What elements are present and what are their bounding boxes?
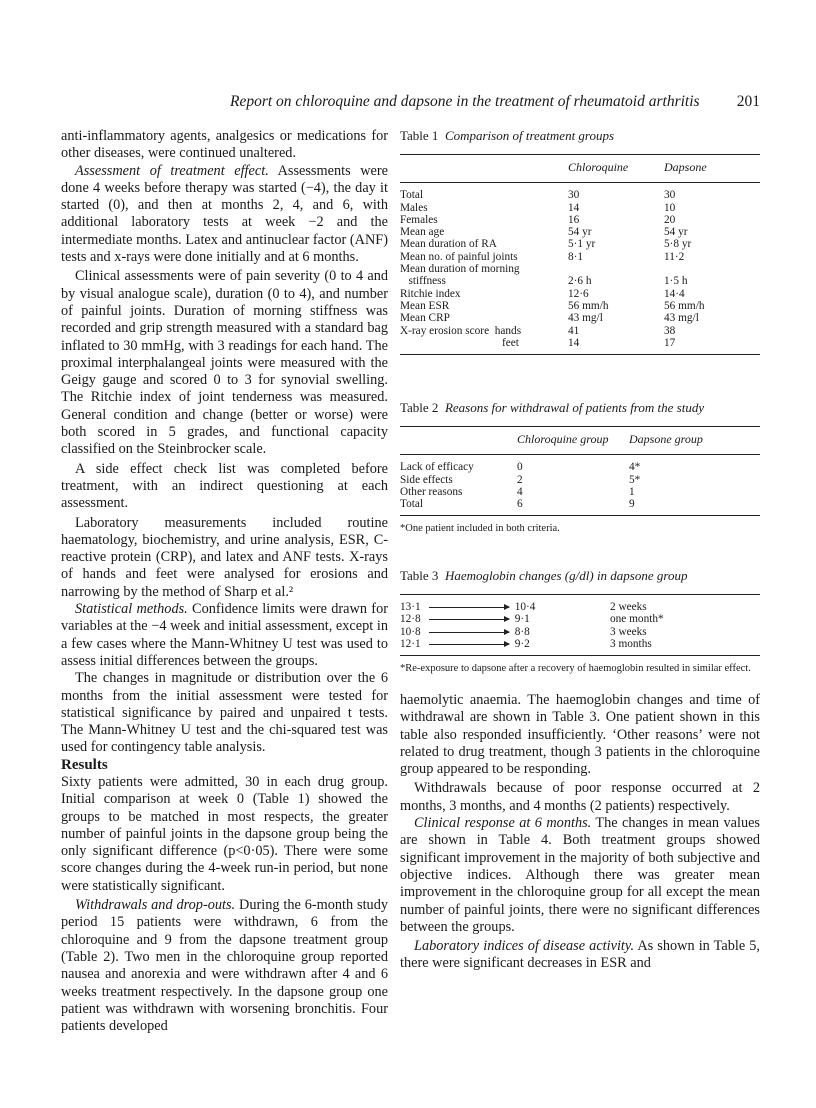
table-cell: X-ray erosion score hands [400,324,522,337]
right-column-text [400,692,760,973]
time-cell: 3 weeks [610,625,647,638]
table-cell: 14 [568,201,580,214]
table-cell: 2 [517,473,523,486]
hb-change-cell [400,626,610,638]
column-header [400,155,568,183]
table-row [400,300,760,312]
table-footnote: *Re-exposure to dapsone after a recovery of haemoglobin resulted in similar effect. [400,663,751,675]
table-cell: Females [400,213,438,226]
table-cell: 0 [517,455,629,474]
table-cell: 5* [629,473,641,486]
paragraph-text: As shown in Table 5, there were significant decreases in ESR and [400,938,761,972]
hb-before: 12·1 [400,637,421,650]
run-in-heading: Clinical response at 6 months. [414,815,592,832]
table-footnote: *One patient included in both criteria. [400,523,560,535]
paragraph-text: Confidence limits were drawn for variables at the −4 week and initial assessment, except in a few cases where the Mann-Whitney U test was used to assess initial differences between the groups. [61,601,388,669]
table-row [400,263,760,275]
table-row [400,474,760,486]
table-caption: Table 1 Comparison of treatment groups [400,128,615,143]
hb-before: 10·8 [400,625,421,638]
table-cell: 9 [629,498,760,516]
table-cell: Mean no. of painful joints [400,250,518,263]
table-cell: 12·6 [568,287,589,300]
table-cell: 56 mm/h [664,299,705,312]
table-cell: stiffness [400,275,446,288]
table-cell: 54 yr [664,226,688,239]
table-1-grid [400,154,760,355]
run-in-heading: Statistical methods. [75,601,188,618]
table-cell: 30 [664,183,760,202]
table-cell: 17 [664,337,760,355]
paragraph: A side effect check list was completed before treatment, with an indirect questioning at each assessment. [61,460,388,512]
table-3 [400,568,760,675]
table-row [400,214,760,226]
table-caption: Table 2 Reasons for withdrawal of patients from the study [400,400,705,415]
table-cell: 1·5 h [664,275,688,288]
table-cell: 1 [629,485,635,498]
table-row [400,486,760,498]
table-cell: 5·1 yr [568,238,596,251]
table-cell: Mean age [400,226,445,239]
table-row [400,638,760,656]
table-3-grid [400,594,760,656]
paragraph [61,897,388,1035]
running-title: Report on chloroquine and dapsone in the treatment of rheumatoid arthritis [230,93,700,110]
paragraph-text: During the 6-month study period 15 patients were withdrawn, 6 from the chloroquine and 9 from the dapsone treatment group (Table 2). Two men in the chloroquine group reported nausea and anorexia and were withdrawn after 4 and 6 weeks treatment respectively. In the dapsone group one patient was withdrawn with worsening bronchitis. Four patients developed [61,897,388,1035]
table-cell: Total [400,183,568,202]
hb-change-cell [400,595,610,614]
table-row [400,288,760,300]
paragraph [61,601,388,670]
table-cell: 38 [664,324,676,337]
column-header: Dapsone [664,160,707,174]
table-row [400,613,760,625]
table-cell: Mean CRP [400,312,450,325]
table-cell: 2·6 h [568,275,592,288]
table-cell: 41 [568,324,580,337]
table-row [400,337,760,355]
column-header: Dapsone group [629,432,703,446]
table-row [400,238,760,250]
hb-change-cell [400,638,610,656]
hb-after: 9·1 [514,613,530,626]
table-row [400,202,760,214]
column-header: Chloroquine [568,160,629,174]
table-row [400,183,760,202]
table-cell: 56 mm/h [568,299,609,312]
arrow-icon [429,607,509,608]
table-cell: 4 [517,485,523,498]
table-cell: 16 [568,213,580,226]
table-cell: Ritchie index [400,287,461,300]
hb-before: 13·1 [400,601,421,613]
table-cell: Mean ESR [400,299,450,312]
hb-after: 10·4 [514,601,536,613]
table-cell: 8·1 [568,250,584,263]
table-cell: feet [400,337,568,355]
table-cell: 11·2 [664,250,685,263]
table-cell: 14 [568,337,664,355]
paragraph: Withdrawals because of poor response occurred at 2 months, 3 months, and 4 months (2 patients) respectively. [400,780,760,814]
table-cell [664,263,760,275]
hb-after: 9·2 [514,637,530,650]
table-row [400,325,760,337]
paragraph [400,938,760,973]
table-cell: Side effects [400,473,453,486]
paragraph: haemolytic anaemia. The haemoglobin changes and time of withdrawal are shown in Table 3. One patient shown in this table also responded insufficiently. ‘Other reasons’ were not related to drug treatment, though 3 patients in the chloroquine group appeared to be responding. [400,692,760,778]
table-cell: Mean duration of RA [400,238,497,251]
table-cell: 43 mg/l [568,312,603,325]
arrow-icon [429,632,509,633]
table-cell: 6 [517,498,629,516]
time-cell: 3 months [610,638,760,656]
table-cell: 43 mg/l [664,312,699,325]
table-row [400,595,760,614]
table-cell: 54 yr [568,226,592,239]
paragraph [61,163,388,267]
time-cell: one month* [610,613,664,626]
table-cell: Lack of efficacy [400,455,517,474]
table-cell: Other reasons [400,485,463,498]
table-1 [400,128,760,355]
paragraph: Sixty patients were admitted, 30 in each drug group. Initial comparison at week 0 (Table 1) showed the groups to be matched in most respects, the greater number of painful joints in the dapsone group being the only significant difference (p<0·05). There were some score changes during the 4-week run-in period, but none were statistically significant. [61,773,388,894]
running-head [230,93,760,111]
table-row [400,226,760,238]
table-cell: 4* [629,455,760,474]
table-row [400,312,760,324]
table-row [400,275,760,287]
table-2 [400,400,760,535]
section-heading: Results [61,756,108,773]
table-row [400,251,760,263]
paragraph [400,815,760,936]
table-row [400,455,760,474]
column-header: Chloroquine group [517,432,609,446]
left-column [61,128,388,1035]
table-row [400,626,760,638]
table-cell: Males [400,201,428,214]
table-cell: 30 [568,183,664,202]
paragraph: Laboratory measurements included routine haematology, biochemistry, and urine analysis, ESR, C-reactive protein (CRP), and latex and ANF tests. X-rays of hands and feet were analysed for erosions and narrowing by the method of Sharp et al.² [61,514,388,600]
run-in-heading: Withdrawals and drop-outs. [75,897,236,914]
table-cell: 5·8 yr [664,238,692,251]
table-cell: Mean duration of morning [400,263,520,276]
time-cell: 2 weeks [610,595,760,614]
column-header [400,427,517,455]
paragraph-text: Assessments were done 4 weeks before therapy was started (−4), the day it started (0), and then at months 2, 4, and 6, with additional laboratory tests at week −2 and the intermediate months. Latex and antinuclear factor (ANF) tests and x-rays were done initially and at 6 months. [61,162,389,266]
run-in-heading: Laboratory indices of disease activity. [414,938,635,955]
arrow-icon [429,619,509,620]
paragraph: The changes in magnitude or distribution over the 6 months from the initial assessment were tested for statistical significance by paired and unpaired t tests. The Mann-Whitney U test and the chi-squared test was used for contingency table analysis. [61,670,388,756]
paragraph: Clinical assessments were of pain severity (0 to 4 and by visual analogue scale), duration (0 to 4), and number of painful joints. Duration of morning stiffness was recorded and grip strength measured with a standard bag inflated to 30 mmHg, with 3 readings for each hand. The proximal interphalangeal joints were measured with the Geigy gauge and scored 0 to 3 for synovial swelling. The Ritchie index of joint tenderness was measured. General condition and change (better or worse) were both scored in 5 grades, and functional capacity classified on the Steinbrocker scale. [61,268,388,458]
table-cell: 10 [664,201,676,214]
table-cell: 20 [664,213,676,226]
table-caption: Table 3 Haemoglobin changes (g/dl) in dapsone group [400,568,688,583]
table-row [400,498,760,516]
table-cell: Total [400,498,517,516]
hb-before: 12·8 [400,613,421,626]
hb-after: 8·8 [514,625,530,638]
table-2-grid [400,426,760,516]
hb-change-cell [400,613,610,625]
arrow-icon [429,644,509,645]
paragraph: anti-inflammatory agents, analgesics or medications for other diseases, were continued unaltered. [61,128,388,162]
table-cell: 14·4 [664,287,685,300]
run-in-heading: Assessment of treatment effect. [75,162,269,179]
table-cell [568,263,664,275]
page-number: 201 [736,93,760,110]
paragraph-text: The changes in mean values are shown in Table 4. Both treatment groups showed significant improvement in the majority of both subjective and objective indices. Although there was greater mean improvement in the chloroquine group for all except the mean number of painful joints, there were no significant differences between the groups. [400,815,760,935]
